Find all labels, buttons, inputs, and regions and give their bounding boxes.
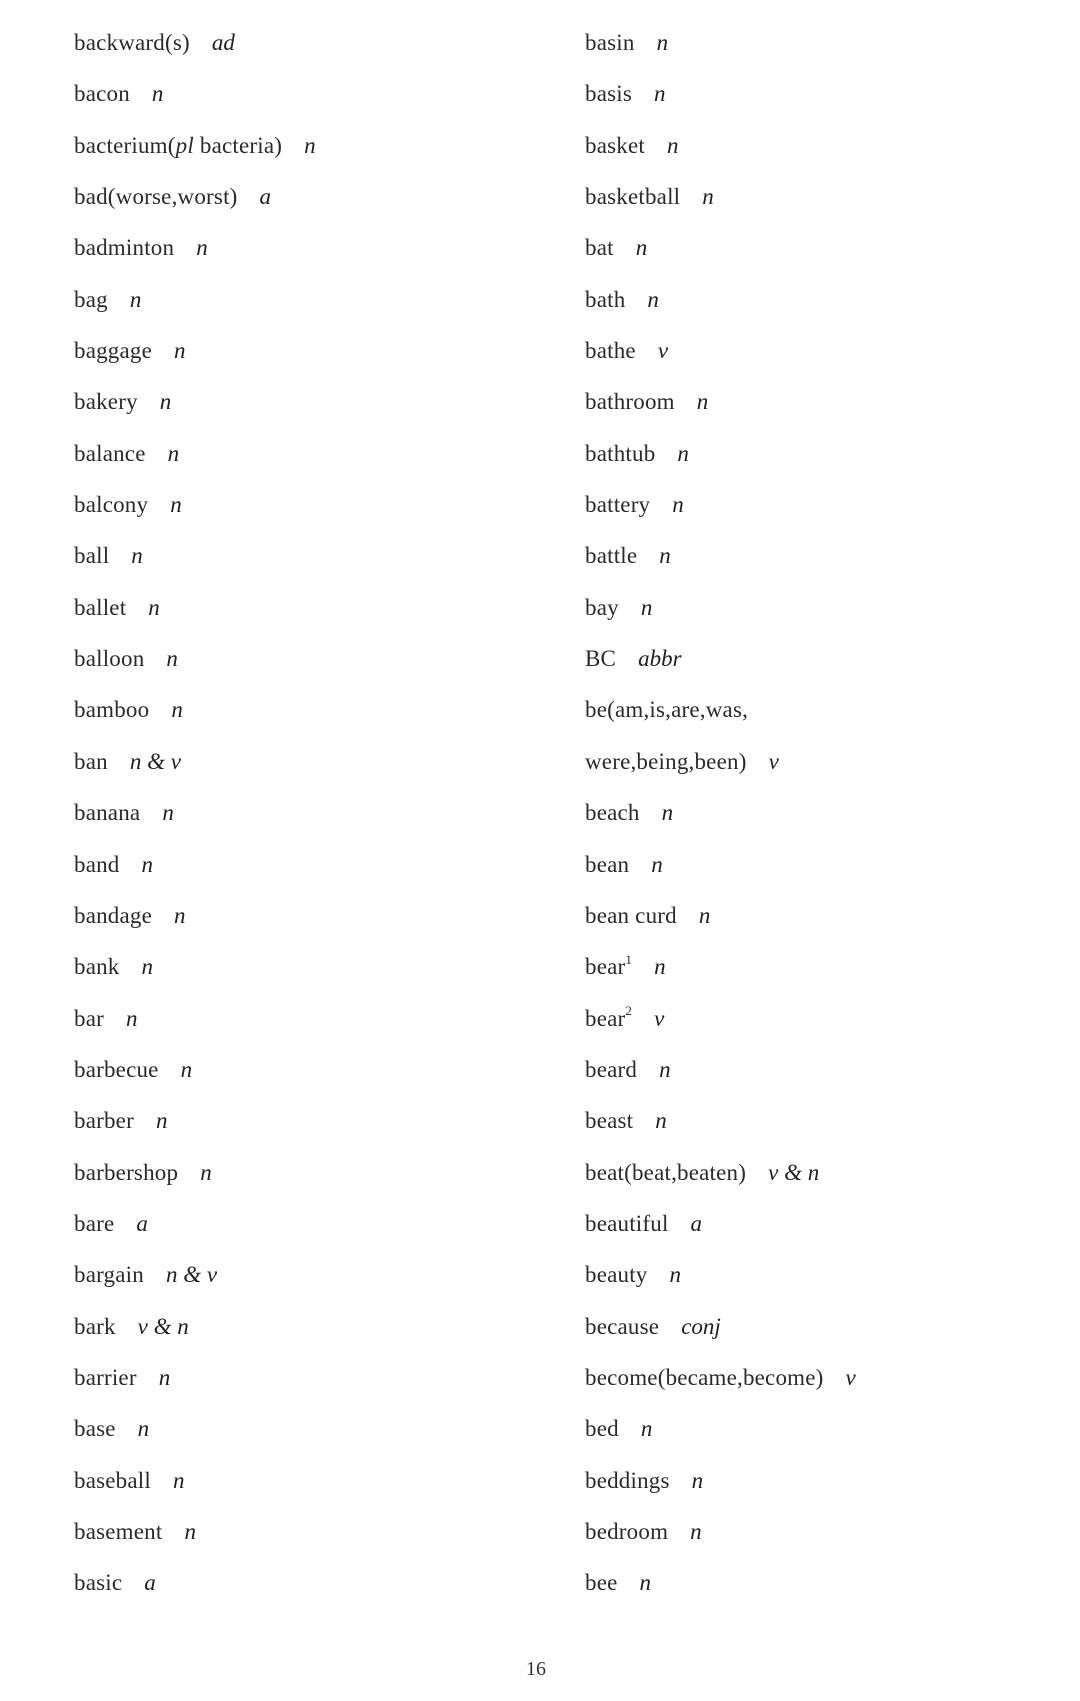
- word-entry: [74, 330, 316, 381]
- word-entry: [585, 895, 856, 946]
- part-of-speech: n: [166, 646, 178, 672]
- word-entry: [74, 689, 316, 740]
- word-entry: [74, 895, 316, 946]
- word-entry: [585, 1562, 856, 1613]
- part-of-speech: n: [691, 1467, 704, 1493]
- part-of-speech: n: [654, 81, 666, 107]
- part-of-speech: n: [180, 1056, 193, 1082]
- part-of-speech: n: [151, 81, 164, 107]
- word-entry: [74, 381, 316, 432]
- headword: balance: [74, 440, 146, 466]
- part-of-speech: n: [677, 440, 689, 466]
- part-of-speech: n: [702, 184, 714, 210]
- headword: beat(beat,beaten): [585, 1159, 747, 1185]
- word-entry: [74, 1049, 316, 1100]
- part-of-speech: n: [174, 338, 186, 364]
- word-entry: [585, 792, 856, 843]
- word-entry: [585, 125, 856, 176]
- word-entry: [585, 73, 856, 124]
- part-of-speech: a: [259, 184, 272, 210]
- headword: bathroom: [585, 389, 675, 415]
- part-of-speech: n: [174, 902, 186, 928]
- headword: bedroom: [585, 1518, 669, 1544]
- part-of-speech: n: [125, 1005, 138, 1031]
- word-entry: [585, 1203, 856, 1254]
- part-of-speech: a: [144, 1570, 156, 1596]
- word-entry: [585, 227, 856, 278]
- part-of-speech: ad: [211, 30, 235, 55]
- headword: were,being,been): [585, 748, 747, 774]
- headword: bear$^2$: [585, 1002, 633, 1031]
- word-entry: [74, 22, 316, 73]
- word-entry: [74, 998, 316, 1049]
- headword: become(became,become): [585, 1364, 824, 1390]
- word-entry: [74, 125, 316, 176]
- part-of-speech: n: [171, 697, 183, 723]
- headword: band: [74, 851, 120, 877]
- part-of-speech: n: [661, 800, 674, 826]
- homograph-number: 2: [625, 1002, 633, 1018]
- word-entry: [74, 587, 316, 638]
- headword: basket: [585, 132, 645, 158]
- word-entry: [585, 998, 856, 1049]
- word-entry: [585, 1357, 856, 1408]
- part-of-speech: n: [635, 235, 648, 261]
- word-entry: [585, 689, 856, 740]
- headword: basis: [585, 81, 632, 107]
- homograph-number: 1: [625, 951, 633, 967]
- headword: balcony: [74, 492, 149, 518]
- headword: barbershop: [74, 1159, 179, 1185]
- part-of-speech: n: [170, 492, 182, 518]
- word-entry: [74, 638, 316, 689]
- word-entry: [74, 1203, 316, 1254]
- headword: bandage: [74, 902, 153, 928]
- part-of-speech: a: [136, 1210, 148, 1236]
- part-of-speech: n: [651, 851, 663, 877]
- word-entry: [585, 1152, 856, 1203]
- headword: barrier: [74, 1364, 137, 1390]
- part-of-speech: n: [184, 1518, 196, 1544]
- headword: battle: [585, 543, 638, 569]
- word-entry: [585, 1460, 856, 1511]
- word-entry: [585, 484, 856, 535]
- headword: bag: [74, 286, 108, 312]
- headword: bear$^1$: [585, 951, 633, 980]
- part-of-speech: n: [137, 1416, 150, 1442]
- headword: BC: [585, 646, 617, 672]
- left-column: [74, 22, 316, 1614]
- word-entry: [74, 1100, 316, 1151]
- word-entry: [585, 1100, 856, 1151]
- headword: because: [585, 1313, 660, 1339]
- headword: bar: [74, 1005, 104, 1031]
- headword: beard: [585, 1056, 638, 1082]
- headword: ballet: [74, 594, 127, 620]
- part-of-speech: n: [690, 1518, 702, 1544]
- word-entry: [74, 1306, 316, 1357]
- part-of-speech: n & v: [129, 748, 181, 774]
- headword: bakery: [74, 389, 138, 415]
- headword: bank: [74, 954, 120, 980]
- headword: bathtub: [585, 440, 656, 466]
- headword: bark: [74, 1313, 116, 1339]
- headword: ban: [74, 748, 108, 774]
- part-of-speech: n: [148, 594, 160, 620]
- part-of-speech: n: [640, 594, 653, 620]
- headword: barbecue: [74, 1056, 159, 1082]
- headword: bat: [585, 235, 614, 261]
- part-of-speech: n: [155, 1108, 168, 1134]
- part-of-speech: conj: [681, 1313, 721, 1339]
- headword: bay: [585, 594, 619, 620]
- part-of-speech: v: [654, 1005, 665, 1031]
- part-of-speech: v & n: [768, 1159, 820, 1185]
- headword: banana: [74, 800, 141, 826]
- word-entry: [585, 1306, 856, 1357]
- word-entry: [74, 1254, 316, 1305]
- part-of-speech: n: [196, 235, 208, 261]
- word-entry: [74, 484, 316, 535]
- headword: beauty: [585, 1262, 648, 1288]
- word-entry: [585, 638, 856, 689]
- part-of-speech: n: [159, 389, 172, 415]
- part-of-speech: v & n: [137, 1313, 189, 1339]
- word-entry: [585, 1511, 856, 1562]
- part-of-speech: n: [162, 800, 174, 826]
- word-entry: [74, 279, 316, 330]
- headword: bad(worse,worst): [74, 184, 238, 210]
- word-entry: [74, 946, 316, 997]
- headword: beach: [585, 800, 640, 826]
- headword: bean: [585, 851, 630, 877]
- headword: basketball: [585, 184, 681, 210]
- part-of-speech: n: [158, 1364, 171, 1390]
- headword: bacterium(pl bacteria): [74, 132, 283, 158]
- word-entry: [74, 1408, 316, 1459]
- part-of-speech: v: [657, 338, 669, 364]
- part-of-speech: n: [141, 954, 154, 980]
- part-of-speech: n: [666, 132, 679, 158]
- headword: bee: [585, 1570, 618, 1596]
- word-entry: [585, 946, 856, 997]
- headword: basement: [74, 1518, 163, 1544]
- part-of-speech: v: [768, 748, 779, 774]
- headword: bamboo: [74, 697, 150, 723]
- headword: battery: [585, 492, 651, 518]
- headword: badminton: [74, 235, 175, 261]
- word-entry: [74, 227, 316, 278]
- word-entry: [585, 535, 856, 586]
- part-of-speech: n: [131, 543, 143, 569]
- headword: ball: [74, 543, 110, 569]
- part-of-speech: a: [690, 1210, 703, 1236]
- headword: basin: [585, 30, 635, 55]
- word-entry: [585, 22, 856, 73]
- word-entry: [74, 844, 316, 895]
- word-entry: [74, 1562, 316, 1613]
- word-entry: [585, 279, 856, 330]
- part-of-speech: n: [672, 492, 684, 518]
- headword: bathe: [585, 338, 636, 364]
- part-of-speech: n: [659, 1056, 671, 1082]
- part-of-speech: n: [172, 1467, 185, 1493]
- part-of-speech: n: [639, 1570, 652, 1596]
- headword: bean curd: [585, 902, 677, 928]
- headword: barber: [74, 1108, 134, 1134]
- headword: bare: [74, 1210, 115, 1236]
- headword: be(am,is,are,was,: [585, 697, 749, 723]
- headword: baggage: [74, 338, 153, 364]
- headword: bed: [585, 1416, 619, 1442]
- part-of-speech: n: [696, 389, 709, 415]
- word-entry: [74, 1152, 316, 1203]
- part-of-speech: n: [129, 286, 142, 312]
- word-entry: [74, 792, 316, 843]
- word-entry: [585, 176, 856, 227]
- word-entry: [585, 1408, 856, 1459]
- part-of-speech: n: [654, 954, 666, 980]
- word-entry: [585, 433, 856, 484]
- word-entry: [74, 535, 316, 586]
- word-entry: [585, 587, 856, 638]
- word-entry: [74, 1511, 316, 1562]
- headword: beast: [585, 1108, 634, 1134]
- word-entry: [585, 1049, 856, 1100]
- part-of-speech: n: [200, 1159, 212, 1185]
- part-of-speech: v: [845, 1364, 856, 1390]
- word-entry: [585, 330, 856, 381]
- part-of-speech: n: [655, 1108, 667, 1134]
- right-column: [585, 22, 856, 1614]
- word-entry: [585, 1254, 856, 1305]
- part-of-speech: n: [669, 1262, 682, 1288]
- word-entry: [74, 1460, 316, 1511]
- word-entry: [585, 844, 856, 895]
- part-of-speech: n: [698, 902, 711, 928]
- word-entry: [74, 433, 316, 484]
- headword: base: [74, 1416, 116, 1442]
- page-number: 16: [526, 1658, 546, 1680]
- headword: bath: [585, 286, 626, 312]
- word-entry: [74, 176, 316, 227]
- part-of-speech: n: [167, 440, 180, 466]
- part-of-speech: n: [304, 132, 316, 158]
- word-entry: [585, 381, 856, 432]
- word-entry: [74, 73, 316, 124]
- headword: beautiful: [585, 1210, 669, 1236]
- part-of-speech: n: [640, 1416, 653, 1442]
- headword: balloon: [74, 646, 145, 672]
- headword: bargain: [74, 1262, 144, 1288]
- headword: bacon: [74, 81, 130, 107]
- word-entry: [74, 741, 316, 792]
- headword: beddings: [585, 1467, 670, 1493]
- headword: basic: [74, 1570, 123, 1596]
- word-entry: [74, 1357, 316, 1408]
- part-of-speech: n: [141, 851, 154, 877]
- part-of-speech: n: [656, 30, 669, 55]
- word-entry: [585, 741, 856, 792]
- part-of-speech: abbr: [638, 646, 682, 672]
- part-of-speech: n: [647, 286, 659, 312]
- headword: baseball: [74, 1467, 151, 1493]
- part-of-speech: n: [659, 543, 671, 569]
- part-of-speech: n & v: [165, 1262, 218, 1288]
- headword: backward(s): [74, 30, 190, 55]
